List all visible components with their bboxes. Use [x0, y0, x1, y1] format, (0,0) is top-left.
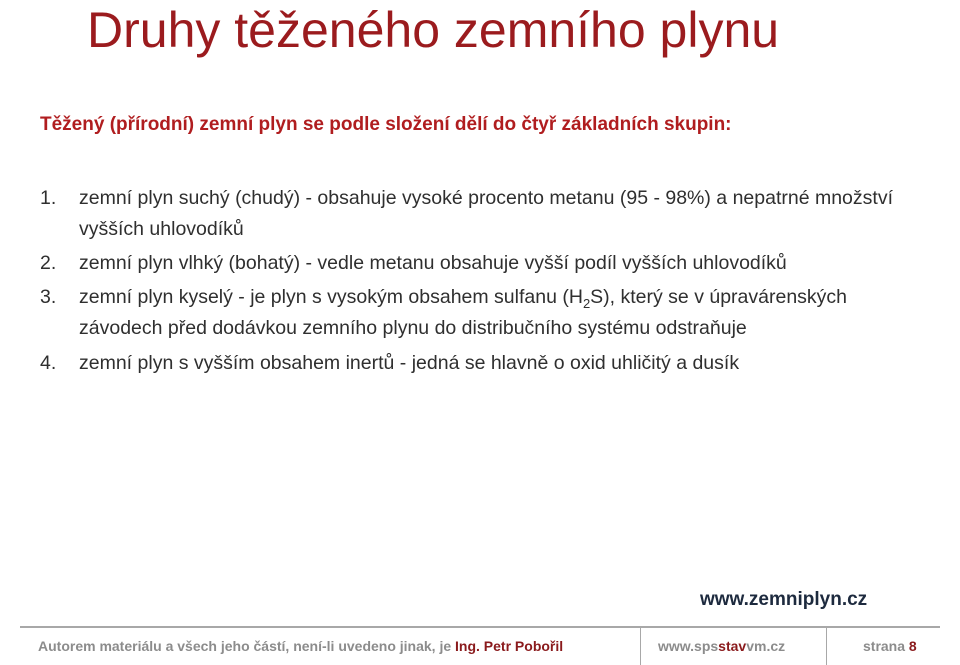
list-item-subscript: 2: [582, 296, 591, 311]
footer-bar: [0, 628, 960, 665]
list-item-number: 2.: [40, 252, 57, 274]
gas-types-list: [40, 183, 920, 379]
footer-site-suffix: vm.cz: [746, 638, 786, 654]
list-item-number: 3.: [40, 286, 57, 308]
list-item: [40, 248, 920, 279]
source-website-link[interactable]: www.zemniplyn.cz: [700, 589, 868, 610]
footer-page-label: strana: [863, 638, 906, 654]
footer-author-prefix: Autorem materiálu a všech jeho částí, není-li uvedeno jinak, je: [38, 638, 452, 654]
list-item-text: zemní plyn vlhký (bohatý) - vedle metanu obsahuje vyšší podíl vyšších uhlovodíků: [79, 252, 787, 274]
list-item-text: zemní plyn suchý (chudý) - obsahuje vysoké procento metanu (95 - 98%) a nepatrné množství vyšších uhlovodíků: [79, 187, 893, 240]
list-item-text-before: zemní plyn kyselý - je plyn s vysokým obsahem sulfanu (H: [79, 286, 583, 308]
slide-subtitle: Těžený (přírodní) zemní plyn se podle složení dělí do čtyř základních skupin:: [40, 114, 732, 135]
list-item-number: 4.: [40, 352, 57, 374]
footer-separator: [640, 628, 641, 665]
list-item-number: 1.: [40, 187, 57, 209]
footer-author-name: Ing. Petr Pobořil: [455, 638, 564, 654]
slide-title: Druhy těženého zemního plynu: [87, 2, 780, 58]
footer-site-prefix: www.sps: [658, 638, 719, 654]
list-item-text-after: S), který se v úpravárenských závodech před dodávkou zemního plynu do distribučního systému odstraňuje: [79, 286, 848, 339]
list-item: [40, 282, 920, 344]
footer-site-highlight: stav: [718, 638, 747, 654]
footer-separator: [826, 628, 827, 665]
footer-page-number: 8: [908, 638, 917, 654]
footer-page: [863, 628, 917, 665]
list-item: [40, 348, 920, 379]
list-item-text: zemní plyn s vyšším obsahem inertů - jedná se hlavně o oxid uhličitý a dusík: [79, 352, 740, 374]
footer-site-link[interactable]: [658, 628, 785, 665]
footer-author: [38, 628, 563, 665]
list-item: [40, 183, 920, 245]
